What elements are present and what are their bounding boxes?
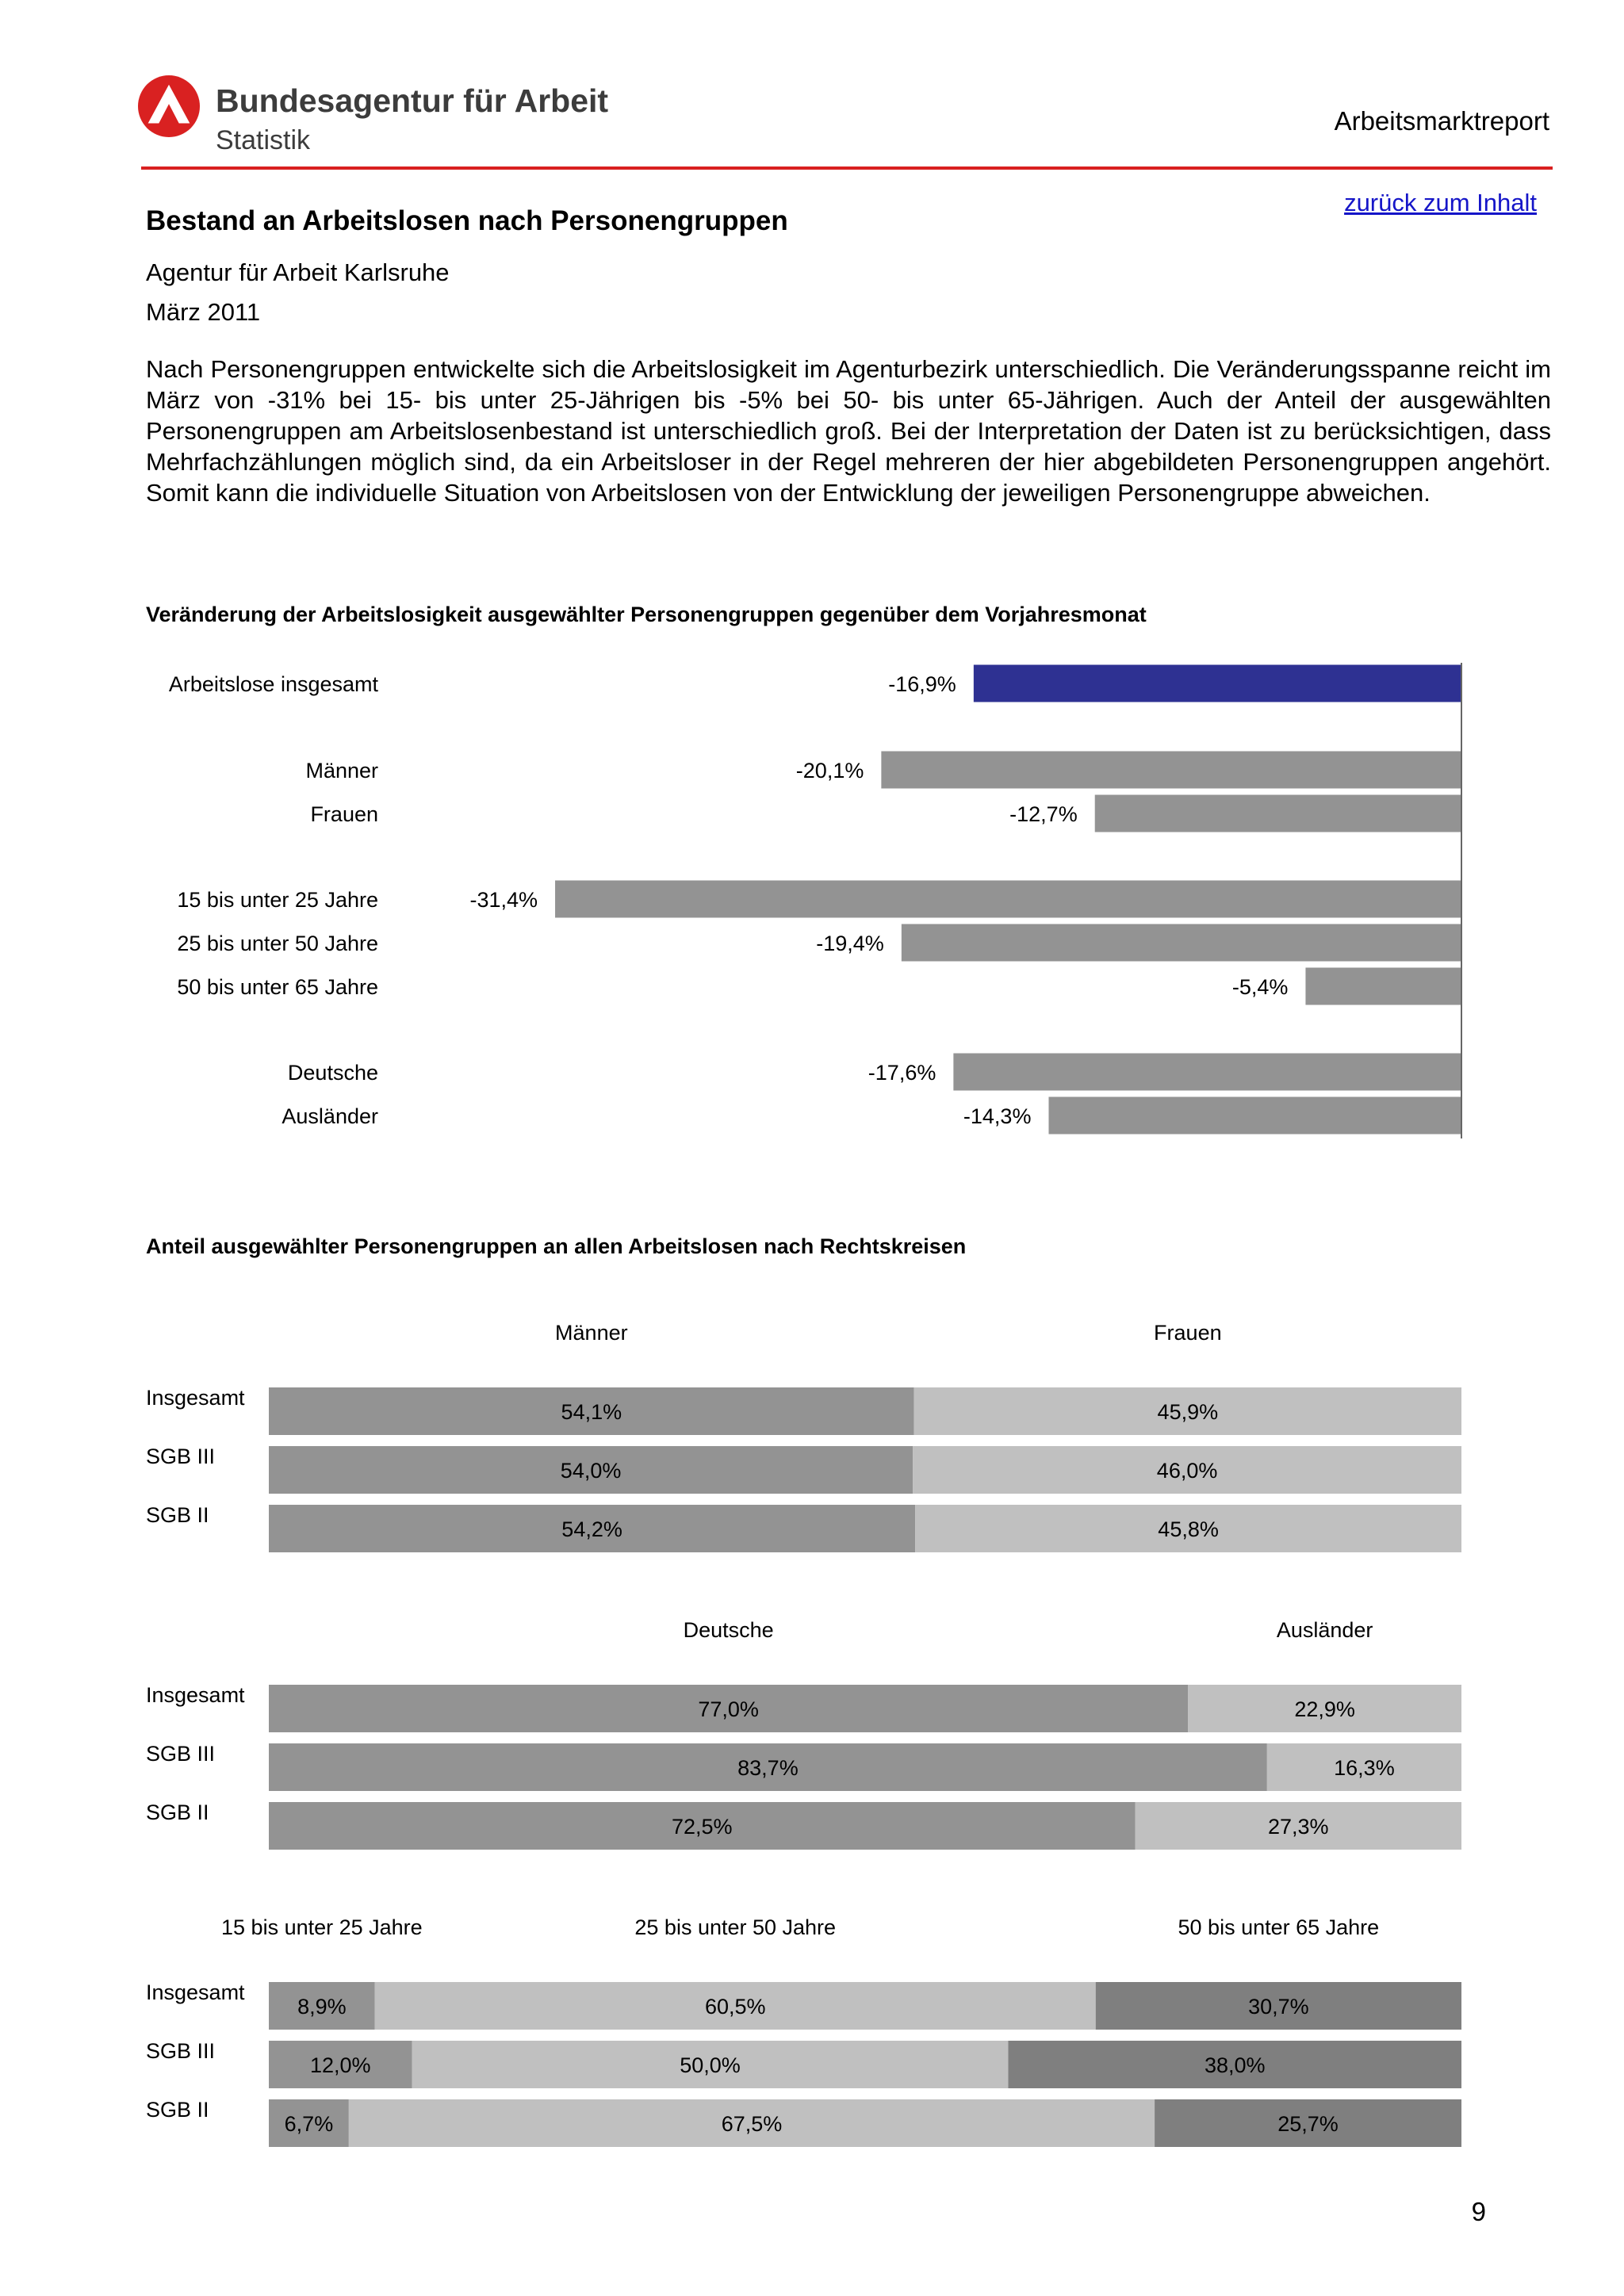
change-category-label: 50 bis unter 65 Jahre xyxy=(177,975,378,999)
share-value-label: 45,8% xyxy=(1158,1517,1219,1541)
change-category-label: Männer xyxy=(305,759,378,783)
share-value-label: 46,0% xyxy=(1156,1459,1218,1483)
share-value-label: 50,0% xyxy=(680,2053,741,2077)
change-value-label: -16,9% xyxy=(888,672,956,696)
share-value-label: 12,0% xyxy=(309,2053,371,2077)
share-stacked-bar-chart xyxy=(0,1300,1624,2156)
share-value-label: 54,0% xyxy=(560,1459,622,1483)
share-legend-label: 15 bis unter 25 Jahre xyxy=(221,1915,423,1939)
share-value-label: 72,5% xyxy=(672,1815,733,1839)
report-title: Arbeitsmarktreport xyxy=(1334,106,1549,136)
share-legend-label: Männer xyxy=(555,1321,628,1345)
change-bar xyxy=(1095,795,1461,832)
share-value-label: 38,0% xyxy=(1204,2053,1266,2077)
page-number: 9 xyxy=(1471,2197,1486,2226)
change-value-label: -12,7% xyxy=(1009,802,1078,826)
change-category-label: 25 bis unter 50 Jahre xyxy=(177,932,378,955)
share-value-label: 45,9% xyxy=(1157,1400,1219,1424)
share-row-label: SGB II xyxy=(146,1503,209,1527)
share-value-label: 54,2% xyxy=(561,1517,622,1541)
share-value-label: 27,3% xyxy=(1268,1815,1329,1839)
share-row-label: Insgesamt xyxy=(146,1980,245,2004)
change-value-label: -19,4% xyxy=(816,932,884,955)
change-category-label: Deutsche xyxy=(287,1061,378,1085)
change-value-label: -5,4% xyxy=(1231,975,1289,999)
share-chart-title: Anteil ausgewählter Personengruppen an allen Arbeitslosen nach Rechtskreisen xyxy=(146,1234,967,1258)
back-to-contents-link[interactable]: zurück zum Inhalt xyxy=(1344,189,1537,216)
change-bar xyxy=(555,881,1461,918)
report-month: März 2011 xyxy=(146,298,261,326)
change-bar xyxy=(974,665,1461,702)
share-row-label: SGB III xyxy=(146,2039,216,2063)
share-value-label: 22,9% xyxy=(1294,1697,1355,1721)
intro-paragraph: Nach Personengruppen entwickelte sich die Arbeitslosigkeit im Agenturbezirk unterschiedlich. Die Veränderungsspanne reicht im März von -31% bei 15- bis unter 25-Jährigen bis -5% bei 50- bis unter 65-Jährigen. Auch der Anteil der ausgewählten Personengruppen am Arbeitslosenbestand ist unterschiedlich groß. Bei der Interpretation der Daten ist zu berücksichtigen, dass Mehrfachzählungen möglich sind, da ein Arbeitsloser in der Regel mehreren der hier abgebildeten Personengruppen angehört. Somit kann die individuelle Situation von Arbeitslosen von der Entwicklung der jeweiligen Personengruppe abweichen. xyxy=(146,355,1551,507)
share-row-label: Insgesamt xyxy=(146,1386,245,1410)
change-category-label: 15 bis unter 25 Jahre xyxy=(177,888,378,912)
share-value-label: 25,7% xyxy=(1277,2112,1339,2136)
change-value-label: -17,6% xyxy=(868,1061,936,1085)
header-divider xyxy=(141,166,1553,170)
change-bar-chart xyxy=(0,650,1624,1158)
share-value-label: 83,7% xyxy=(737,1756,799,1780)
change-category-label: Ausländer xyxy=(282,1104,378,1128)
brand-subtitle: Statistik xyxy=(216,125,311,155)
share-value-label: 54,1% xyxy=(561,1400,622,1424)
share-row-label: SGB II xyxy=(146,2098,209,2122)
change-bar xyxy=(881,752,1461,789)
share-value-label: 60,5% xyxy=(704,1995,766,2019)
share-legend-label: Frauen xyxy=(1154,1321,1222,1345)
share-legend-label: 25 bis unter 50 Jahre xyxy=(634,1915,837,1939)
share-row-label: Insgesamt xyxy=(146,1683,245,1707)
share-legend-label: Deutsche xyxy=(683,1618,774,1642)
share-value-label: 30,7% xyxy=(1248,1995,1309,2019)
change-value-label: -20,1% xyxy=(795,759,864,783)
share-value-label: 8,9% xyxy=(297,1995,347,2019)
change-bar xyxy=(1305,968,1461,1005)
change-bar xyxy=(1048,1097,1461,1135)
share-value-label: 6,7% xyxy=(284,2112,334,2136)
change-bar xyxy=(953,1054,1461,1091)
ba-logo-icon xyxy=(138,75,200,137)
share-value-label: 77,0% xyxy=(698,1697,759,1721)
agency-name: Agentur für Arbeit Karlsruhe xyxy=(146,258,450,286)
page-title: Bestand an Arbeitslosen nach Personengruppen xyxy=(146,205,788,236)
change-value-label: -31,4% xyxy=(469,888,538,912)
change-chart-title: Veränderung der Arbeitslosigkeit ausgewählter Personengruppen gegenüber dem Vorjahresmonat xyxy=(146,603,1147,626)
share-row-label: SGB III xyxy=(146,1742,216,1766)
change-category-label: Frauen xyxy=(310,802,378,826)
share-legend-label: Ausländer xyxy=(1276,1618,1373,1642)
share-value-label: 16,3% xyxy=(1334,1756,1395,1780)
share-legend-label: 50 bis unter 65 Jahre xyxy=(1178,1915,1380,1939)
share-value-label: 67,5% xyxy=(721,2112,783,2136)
change-value-label: -14,3% xyxy=(963,1104,1032,1128)
share-row-label: SGB III xyxy=(146,1445,216,1468)
share-row-label: SGB II xyxy=(146,1800,209,1824)
change-category-label: Arbeitslose insgesamt xyxy=(168,672,378,696)
change-bar xyxy=(902,924,1461,962)
brand-name: Bundesagentur für Arbeit xyxy=(216,82,609,119)
